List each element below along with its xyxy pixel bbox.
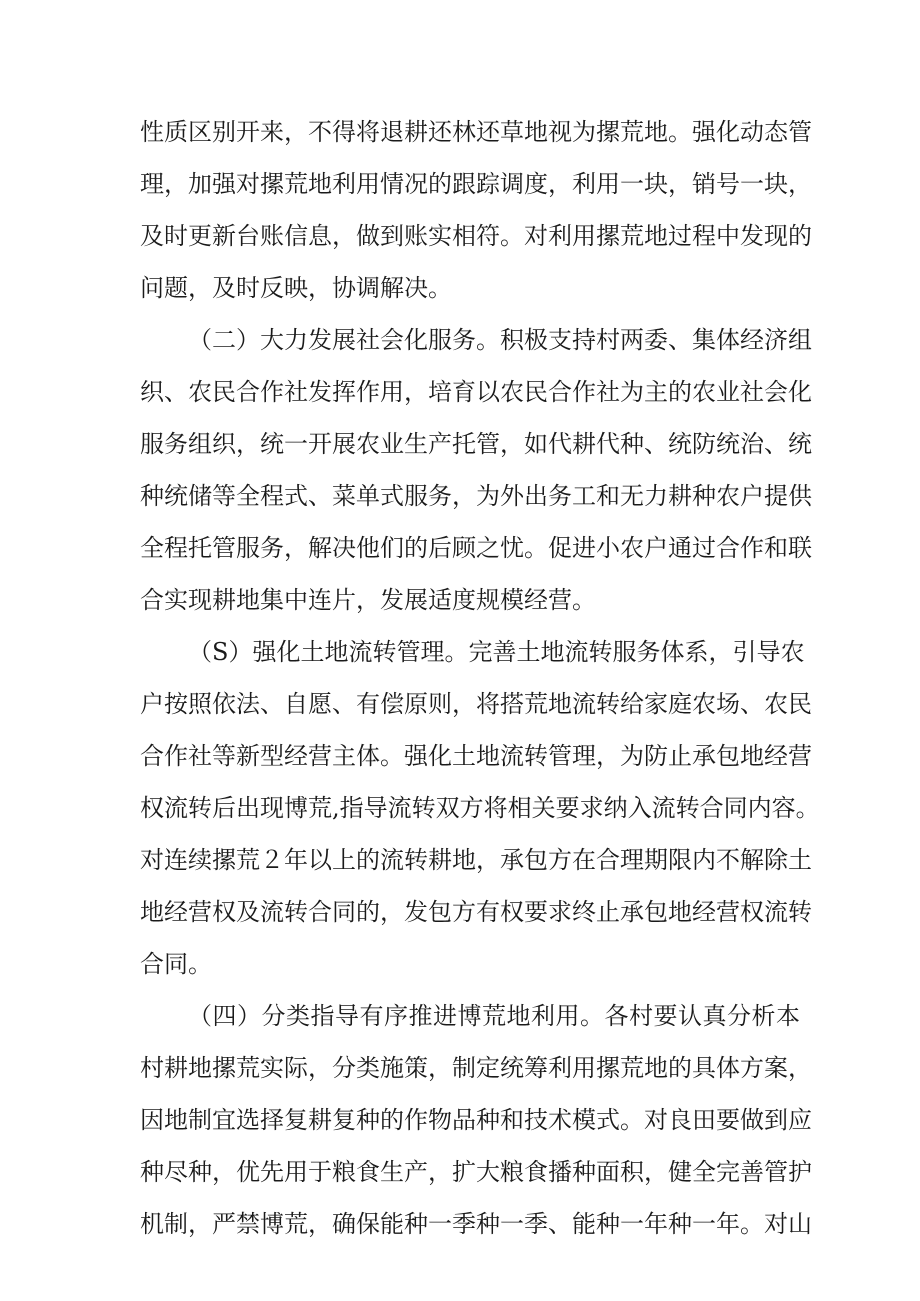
text-line: 合同。 (140, 950, 212, 978)
text-line: 织、农民合作社发挥作用，培育以农民合作社为主的农业社会化 (140, 378, 812, 406)
text-line: 理，加强对摞荒地利用情况的跟踪调度，利用一块，销号一块， (140, 170, 812, 198)
text-line: （二）大力发展社会化服务。积极支持村两委、集体经济组 (188, 326, 812, 354)
text-line: 合作社等新型经营主体。强化土地流转管理，为防止承包地经营 (140, 742, 812, 770)
text-line: 因地制宜选择复耕复种的作物品种和技术模式。对良田要做到应 (140, 1106, 812, 1134)
text-line: 服务组织，统一开展农业生产托管，如代耕代种、统防统治、统 (140, 430, 812, 458)
text-line: 种尽种，优先用于粮食生产，扩大粮食播种面积，健全完善管护 (140, 1158, 812, 1186)
text-line: 对连续摞荒２年以上的流转耕地，承包方在合理期限内不解除土 (140, 846, 812, 874)
text-line: 性质区别开来，不得将退耕还林还草地视为摞荒地。强化动态管 (140, 118, 812, 146)
text-line: 户按照依法、自愿、有偿原则，将搭荒地流转给家庭农场、农民 (140, 690, 812, 718)
body-text (140, 106, 820, 1250)
text-line: 合实现耕地集中连片，发展适度规模经营。 (140, 586, 596, 614)
text-line: 权流转后出现博荒,指导流转双方将相关要求纳入流转合同内容。 (140, 794, 820, 822)
paragraph-land-management-continued (140, 106, 812, 314)
text-line: 村耕地摞荒实际，分类施策，制定统筹利用摞荒地的具体方案， (140, 1054, 812, 1082)
text-line: 问题，及时反映，协调解决。 (140, 274, 452, 302)
text-line: 全程托管服务，解决他们的后顾之忧。促进小农户通过合作和联 (140, 534, 812, 562)
text-line: 地经营权及流转合同的，发包方有权要求终止承包地经营权流转 (140, 898, 812, 926)
paragraph-classified-guidance (140, 990, 812, 1250)
text-line: （S）强化土地流转管理。完善土地流转服务体系，引导农 (188, 638, 805, 666)
text-line: 机制，严禁博荒，确保能种一季种一季、能种一年种一年。对山 (140, 1210, 812, 1238)
paragraph-socialized-services (140, 314, 812, 626)
text-line: 种统储等全程式、菜单式服务，为外出务工和无力耕种农户提供 (140, 482, 812, 510)
text-line: 及时更新台账信息，做到账实相符。对利用摞荒地过程中发现的 (140, 222, 812, 250)
text-line: （四）分类指导有序推进博荒地利用。各村要认真分析本 (188, 1002, 800, 1030)
paragraph-land-transfer (140, 626, 820, 990)
